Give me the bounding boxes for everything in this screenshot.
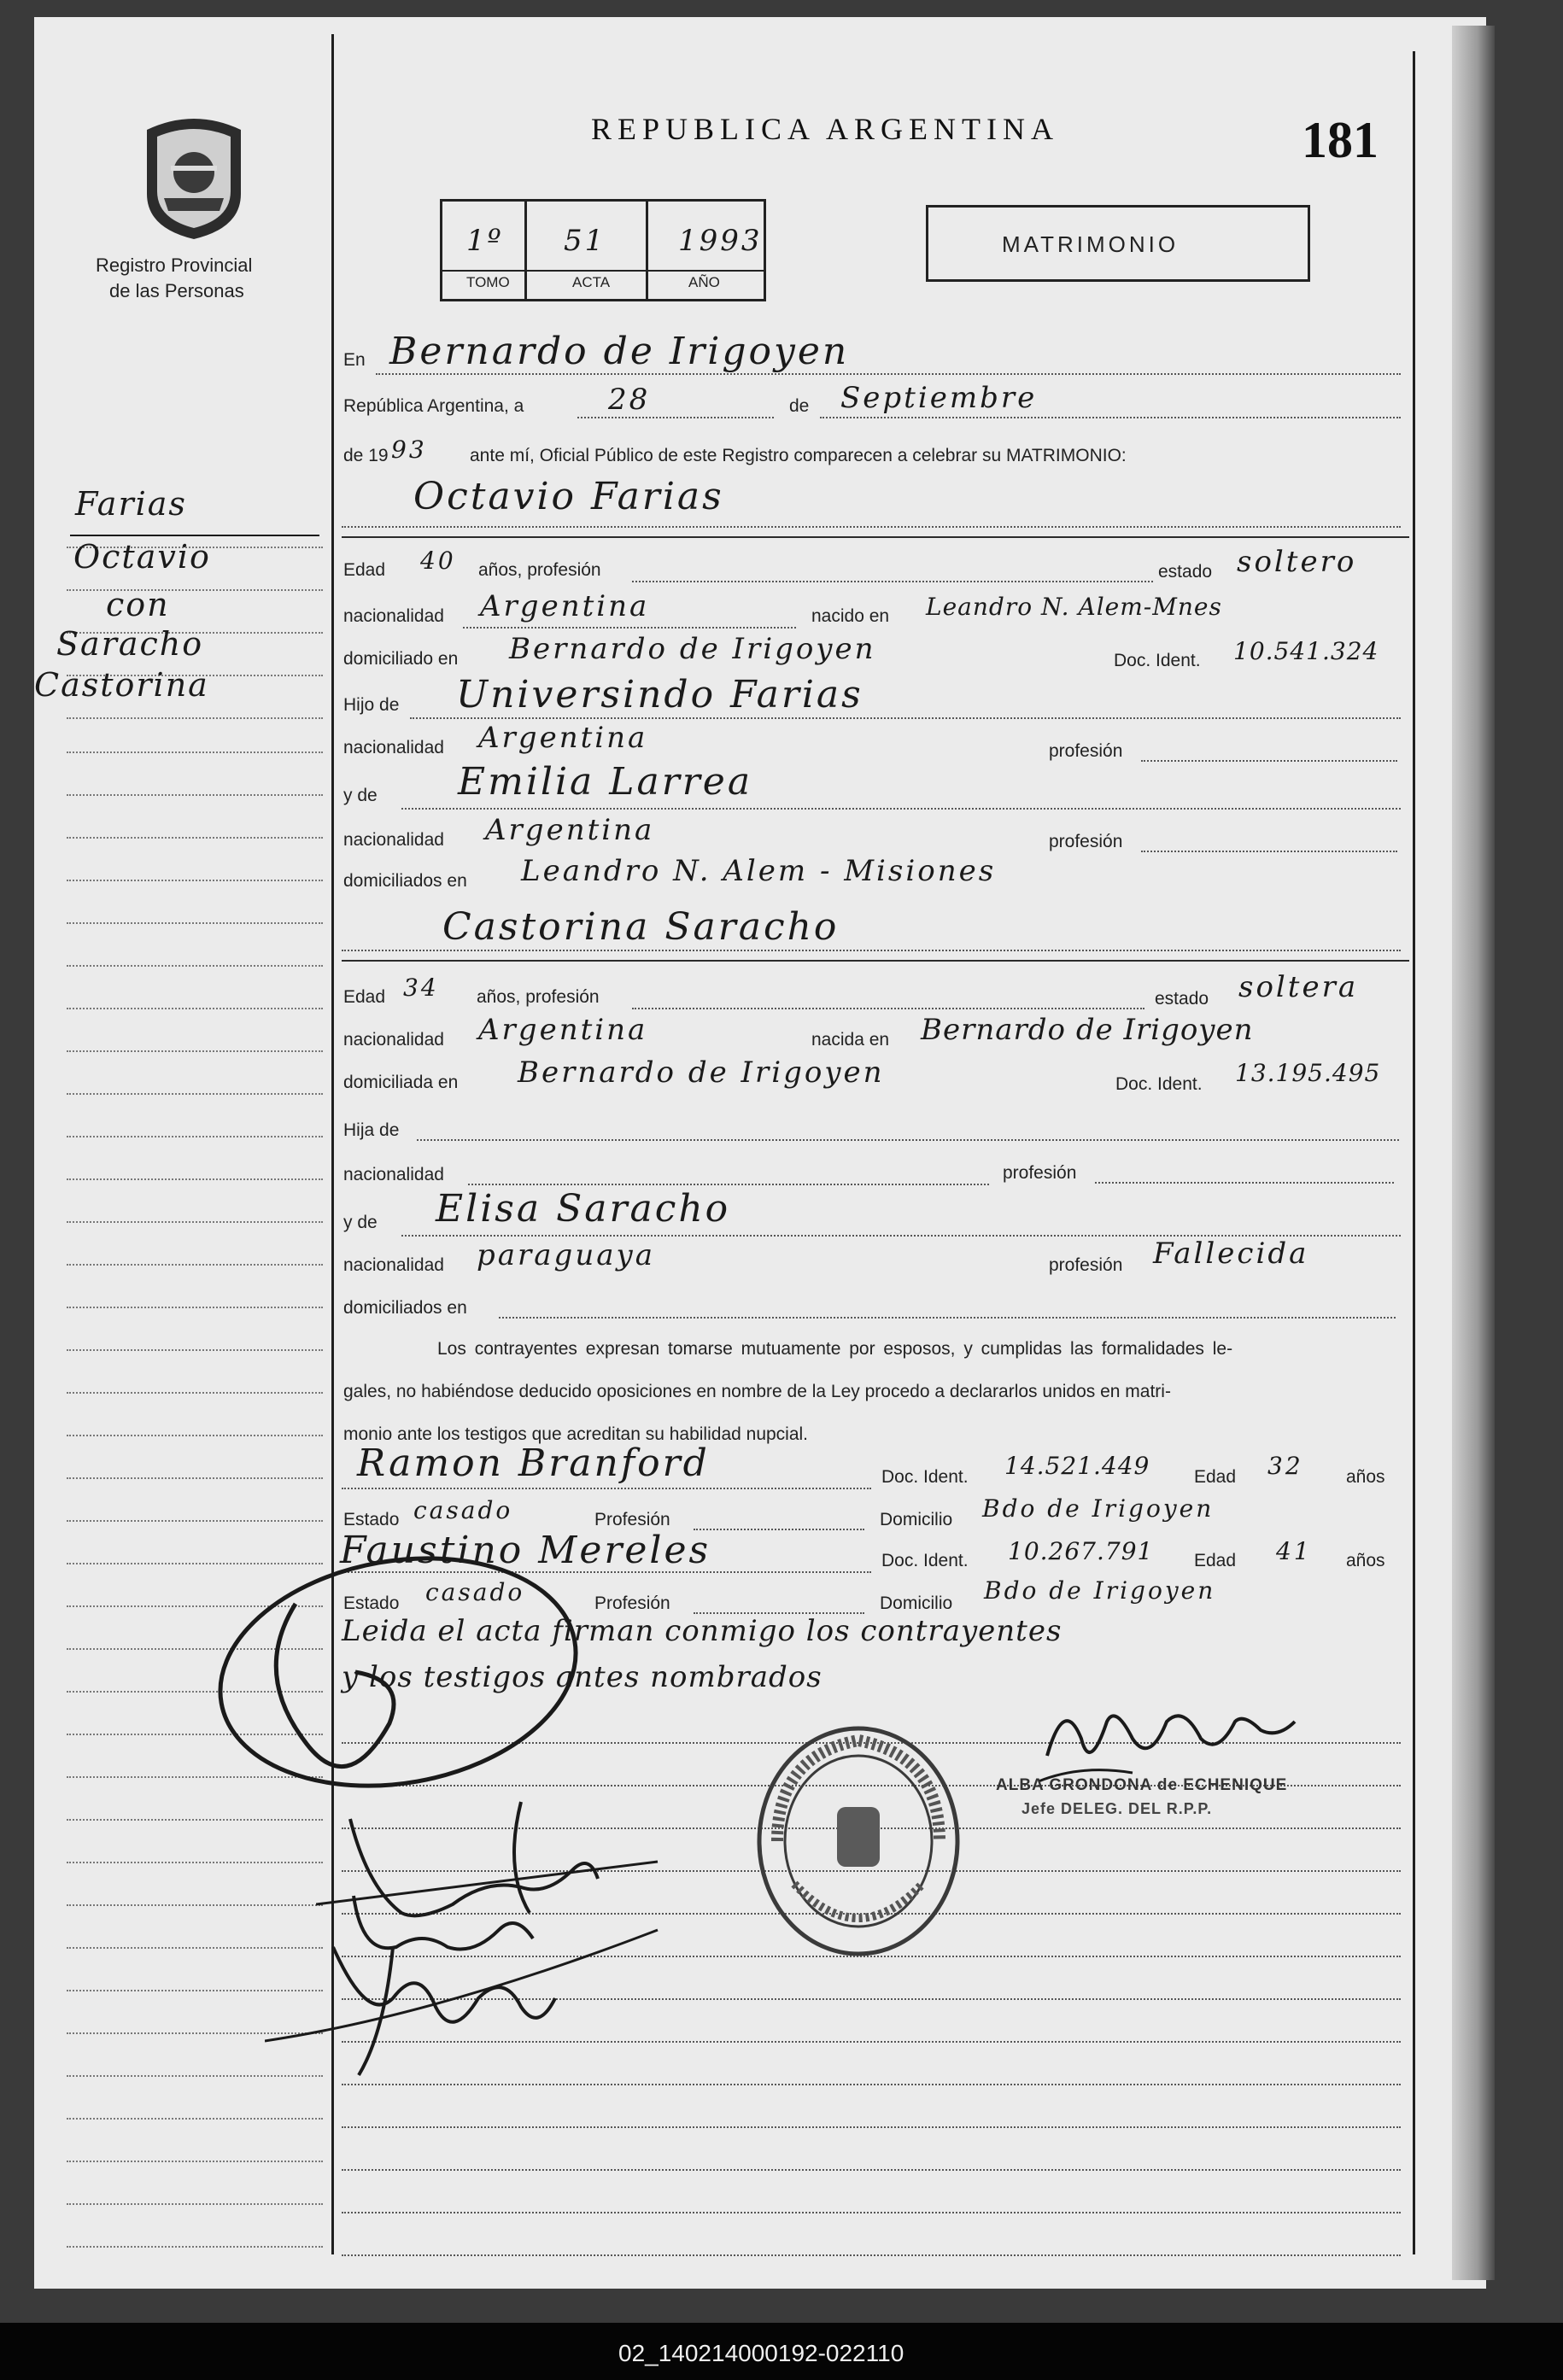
acta-value: 51 [564, 224, 606, 258]
nacido-label: nacido en [811, 606, 890, 626]
closing-line1: Leida el acta firman conmigo los contrayentes [342, 1614, 1062, 1648]
witness1-age: 32 [1267, 1452, 1303, 1480]
file-id: 02_140214000192-022110 [618, 2340, 904, 2366]
witness1-status: casado [413, 1496, 513, 1524]
domiciliados-label: domiciliados en [343, 1298, 467, 1318]
record-type: MATRIMONIO [1002, 231, 1180, 257]
profesion-label: profesión [1049, 1255, 1123, 1275]
nacionalidad-label: nacionalidad [343, 1255, 444, 1275]
y-de-label: y de [343, 786, 378, 805]
bride-birthplace: Bernardo de Irigoyen [921, 1013, 1254, 1047]
bride-domicile: Bernardo de Irigoyen [518, 1056, 885, 1090]
groom-birthplace: Leandro N. Alem-Mnes [926, 593, 1222, 621]
bride-name: Castorina Saracho [442, 905, 840, 949]
page-number: 181 [1302, 112, 1379, 168]
ano-value: 1993 [678, 224, 763, 258]
anos-profesion-label: años, profesión [477, 987, 600, 1007]
officer-stamp-title: Jefe DELEG. DEL R.P.P. [1022, 1800, 1213, 1817]
nacionalidad-label: nacionalidad [343, 1030, 444, 1050]
margin-note-surname: Farias [75, 485, 187, 523]
place-value: Bernardo de Irigoyen [389, 330, 850, 373]
section-rule [342, 960, 1409, 962]
bride-nationality: Argentina [478, 1013, 648, 1047]
profesion-label: profesión [1003, 1163, 1077, 1183]
domicilio-label: Domicilio [880, 1593, 953, 1613]
appear-text: ante mí, Oficial Público de este Registro comparecen a celebrar su MATRIMONIO: [470, 446, 1127, 465]
nacionalidad-label: nacionalidad [343, 1165, 444, 1184]
groom-name: Octavio Farias [413, 475, 724, 518]
officer-stamp-name: ALBA GRONDONA de ECHENIQUE [996, 1776, 1288, 1794]
witness2-status: casado [425, 1578, 525, 1606]
witness2-age: 41 [1276, 1537, 1312, 1565]
tomo-label: TOMO [466, 274, 510, 290]
profesion-cap-label: Profesión [594, 1593, 670, 1613]
bride-oval-signature [202, 1544, 603, 1826]
groom-mother-name: Emilia Larrea [458, 760, 753, 804]
nacionalidad-label: nacionalidad [343, 830, 444, 850]
day-value: 28 [608, 383, 651, 417]
margin-note-name: Octavio [73, 538, 211, 576]
registry-seal [752, 1722, 965, 1961]
witness1-name: Ramon Branford [357, 1441, 710, 1485]
profesion-cap-label: Profesión [594, 1510, 670, 1529]
edad-label: Edad [343, 560, 386, 580]
margin-note-name2: Castorina [34, 666, 209, 704]
estado-cap-label: Estado [343, 1593, 400, 1613]
month-value: Septiembre [840, 381, 1038, 415]
republica-label: República Argentina, a [343, 396, 524, 416]
parents-domicile: Leandro N. Alem - Misiones [521, 854, 997, 888]
ano-label: AÑO [688, 274, 720, 290]
groom-nationality: Argentina [480, 589, 650, 623]
witness1-doc: 14.521.449 [1004, 1452, 1150, 1480]
section-rule [342, 536, 1409, 538]
hija-de-label: Hija de [343, 1120, 400, 1140]
estado-label: estado [1158, 562, 1213, 582]
anos-profesion-label: años, profesión [478, 560, 601, 580]
officer-signature [1030, 1687, 1320, 1790]
legal-text-line1: Los contrayentes expresan tomarse mutuamente por esposos, y cumplidas las formalidades le- [437, 1339, 1233, 1359]
bride-mother-profession: Fallecida [1153, 1237, 1309, 1271]
edad-label: Edad [343, 987, 386, 1007]
year-suffix: 93 [391, 436, 427, 464]
estado-cap-label: Estado [343, 1510, 400, 1529]
nacionalidad-label: nacionalidad [343, 738, 444, 757]
witness2-doc: 10.267.791 [1008, 1537, 1154, 1565]
nacida-label: nacida en [811, 1030, 890, 1050]
legal-text-line2: gales, no habiéndose deducido oposiciones en nombre de la Ley procedo a declararlos unidos en matri- [343, 1382, 1171, 1401]
father-name: Universindo Farias [456, 673, 863, 716]
anos-label: años [1346, 1551, 1385, 1570]
provincial-crest-icon [138, 113, 249, 241]
reference-box [440, 199, 766, 301]
groom-doc: 10.541.324 [1233, 637, 1379, 665]
tomo-value: 1º [466, 224, 504, 258]
witness2-domicile: Bdo de Irigoyen [984, 1576, 1216, 1605]
bride-mother-nationality: paraguaya [477, 1238, 655, 1272]
domiciliados-label: domiciliados en [343, 871, 467, 891]
edad-label: Edad [1194, 1551, 1237, 1570]
witness2-name: Faustino Mereles [340, 1529, 711, 1572]
y-de-label: y de [343, 1213, 378, 1232]
footer-bar [0, 2323, 1563, 2380]
record-type-box [926, 205, 1310, 282]
registry-name-line1: Registro Provincial [96, 254, 253, 276]
domicilio-label: Domicilio [880, 1510, 953, 1529]
nacionalidad-label: nacionalidad [343, 606, 444, 626]
bride-age: 34 [403, 974, 439, 1002]
father-nationality: Argentina [478, 721, 648, 755]
acta-label: ACTA [572, 274, 611, 290]
bride-status: soltera [1238, 970, 1359, 1004]
witness1-domicile: Bdo de Irigoyen [982, 1494, 1215, 1523]
en-label: En [343, 350, 366, 370]
bride-mother-name: Elisa Saracho [436, 1187, 731, 1231]
legal-text-line3: monio ante los testigos que acreditan su habilidad nupcial. [343, 1424, 809, 1444]
margin-note-con: con [106, 586, 170, 623]
margin-note-surname2: Saracho [56, 625, 204, 663]
profesion-label: profesión [1049, 832, 1123, 851]
edad-label: Edad [1194, 1467, 1237, 1487]
estado-label: estado [1155, 989, 1209, 1009]
doc-label: Doc. Ident. [881, 1551, 969, 1570]
page-edge-shadow [1452, 26, 1495, 2280]
groom-domicile: Bernardo de Irigoyen [509, 632, 876, 666]
de-label: de [789, 396, 810, 416]
country-title: REPUBLICA ARGENTINA [591, 112, 1060, 146]
hijo-de-label: Hijo de [343, 695, 400, 715]
domiciliada-label: domiciliada en [343, 1073, 459, 1092]
profesion-label: profesión [1049, 741, 1123, 761]
margin-underline [70, 535, 319, 536]
closing-line2: y los testigos antes nombrados [342, 1660, 822, 1694]
doc-label: Doc. Ident. [881, 1467, 969, 1487]
groom-age: 40 [420, 547, 456, 575]
registry-name-line2: de las Personas [109, 280, 244, 301]
groom-status: soltero [1237, 545, 1357, 579]
year-prefix: de 19 [343, 446, 389, 465]
right-rule [1413, 51, 1415, 2254]
doc-label: Doc. Ident. [1114, 651, 1201, 670]
doc-label: Doc. Ident. [1115, 1074, 1203, 1094]
anos-label: años [1346, 1467, 1385, 1487]
witness-signature-2 [265, 1913, 675, 2084]
domiciliado-label: domiciliado en [343, 649, 459, 669]
bride-doc: 13.195.495 [1235, 1059, 1381, 1087]
mother-nationality: Argentina [485, 813, 655, 847]
